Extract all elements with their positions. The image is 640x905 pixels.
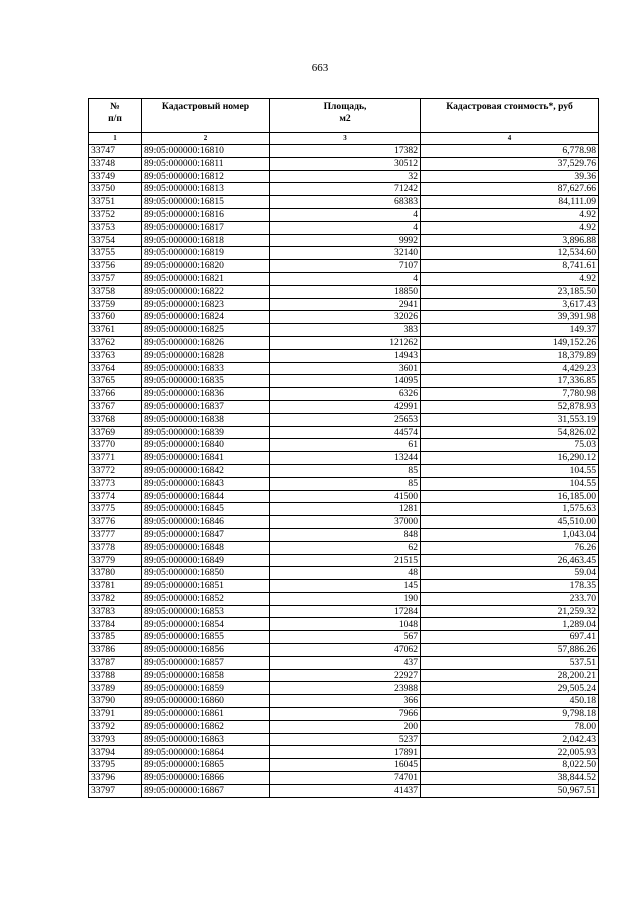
area-cell: 3601 <box>270 362 421 375</box>
row-index-cell: 33756 <box>89 260 142 273</box>
table-row <box>89 605 599 618</box>
cadastral-number-cell: 89:05:000000:16864 <box>142 746 270 759</box>
table-body <box>89 145 599 798</box>
row-index-cell: 33759 <box>89 298 142 311</box>
area-cell: 7966 <box>270 708 421 721</box>
cadastral-number-cell: 89:05:000000:16863 <box>142 733 270 746</box>
area-cell: 2941 <box>270 298 421 311</box>
cadastral-value-cell: 17,336.85 <box>421 375 599 388</box>
area-cell: 25653 <box>270 413 421 426</box>
row-index-cell: 33797 <box>89 784 142 797</box>
cadastral-value-cell: 75.03 <box>421 439 599 452</box>
area-cell: 47062 <box>270 644 421 657</box>
cadastral-number-cell: 89:05:000000:16849 <box>142 554 270 567</box>
table-row <box>89 656 599 669</box>
table-row <box>89 746 599 759</box>
cadastral-value-cell: 28,200.21 <box>421 669 599 682</box>
table-row <box>89 298 599 311</box>
cadastral-number-cell: 89:05:000000:16860 <box>142 695 270 708</box>
cadastral-value-cell: 104.55 <box>421 464 599 477</box>
row-index-cell: 33771 <box>89 452 142 465</box>
row-index-cell: 33779 <box>89 554 142 567</box>
table-row <box>89 157 599 170</box>
row-index-cell: 33775 <box>89 503 142 516</box>
cadastral-value-cell: 3,617.43 <box>421 298 599 311</box>
cadastral-number-cell: 89:05:000000:16837 <box>142 400 270 413</box>
area-cell: 14095 <box>270 375 421 388</box>
table-row <box>89 772 599 785</box>
area-cell: 71242 <box>270 183 421 196</box>
area-cell: 74701 <box>270 772 421 785</box>
table-row <box>89 183 599 196</box>
cadastral-value-cell: 1,575.63 <box>421 503 599 516</box>
row-index-cell: 33758 <box>89 285 142 298</box>
cadastral-number-cell: 89:05:000000:16812 <box>142 170 270 183</box>
table-row <box>89 375 599 388</box>
cadastral-value-cell: 39,391.98 <box>421 311 599 324</box>
column-number-row <box>89 133 599 145</box>
cadastral-value-cell: 52,878.93 <box>421 400 599 413</box>
table-row <box>89 567 599 580</box>
row-index-cell: 33785 <box>89 631 142 644</box>
cadastral-number-cell: 89:05:000000:16818 <box>142 234 270 247</box>
area-cell: 4 <box>270 208 421 221</box>
column-number: 3 <box>270 133 421 145</box>
row-index-cell: 33794 <box>89 746 142 759</box>
cadastral-value-cell: 1,043.04 <box>421 528 599 541</box>
area-cell: 37000 <box>270 516 421 529</box>
area-cell: 848 <box>270 528 421 541</box>
row-index-cell: 33753 <box>89 221 142 234</box>
cadastral-number-cell: 89:05:000000:16851 <box>142 580 270 593</box>
row-index-cell: 33749 <box>89 170 142 183</box>
row-index-cell: 33769 <box>89 426 142 439</box>
cadastral-number-cell: 89:05:000000:16843 <box>142 477 270 490</box>
header-area: Площадь, м2 <box>270 99 421 133</box>
row-index-cell: 33773 <box>89 477 142 490</box>
row-index-cell: 33796 <box>89 772 142 785</box>
area-cell: 1048 <box>270 618 421 631</box>
cadastral-value-cell: 57,886.26 <box>421 644 599 657</box>
cadastral-number-cell: 89:05:000000:16847 <box>142 528 270 541</box>
row-index-cell: 33786 <box>89 644 142 657</box>
cadastral-number-cell: 89:05:000000:16862 <box>142 720 270 733</box>
row-index-cell: 33792 <box>89 720 142 733</box>
table-row <box>89 400 599 413</box>
row-index-cell: 33778 <box>89 541 142 554</box>
area-cell: 42991 <box>270 400 421 413</box>
cadastral-number-cell: 89:05:000000:16828 <box>142 349 270 362</box>
cadastral-value-cell: 149,152.26 <box>421 336 599 349</box>
area-cell: 18850 <box>270 285 421 298</box>
row-index-cell: 33760 <box>89 311 142 324</box>
cadastral-value-cell: 7,780.98 <box>421 388 599 401</box>
row-index-cell: 33784 <box>89 618 142 631</box>
cadastral-value-cell: 149.37 <box>421 324 599 337</box>
cadastral-value-cell: 2,042.43 <box>421 733 599 746</box>
area-cell: 567 <box>270 631 421 644</box>
cadastral-number-cell: 89:05:000000:16858 <box>142 669 270 682</box>
table-row <box>89 221 599 234</box>
table-row <box>89 452 599 465</box>
column-number: 1 <box>89 133 142 145</box>
cadastral-number-cell: 89:05:000000:16821 <box>142 272 270 285</box>
cadastral-number-cell: 89:05:000000:16839 <box>142 426 270 439</box>
cadastral-number-cell: 89:05:000000:16856 <box>142 644 270 657</box>
row-index-cell: 33780 <box>89 567 142 580</box>
row-index-cell: 33783 <box>89 605 142 618</box>
cadastral-number-cell: 89:05:000000:16857 <box>142 656 270 669</box>
row-index-cell: 33768 <box>89 413 142 426</box>
cadastral-value-cell: 4,429.23 <box>421 362 599 375</box>
row-index-cell: 33763 <box>89 349 142 362</box>
column-number: 4 <box>421 133 599 145</box>
area-cell: 5237 <box>270 733 421 746</box>
table-row <box>89 272 599 285</box>
cadastral-number-cell: 89:05:000000:16823 <box>142 298 270 311</box>
area-cell: 437 <box>270 656 421 669</box>
cadastral-value-cell: 16,185.00 <box>421 490 599 503</box>
area-cell: 190 <box>270 592 421 605</box>
area-cell: 68383 <box>270 196 421 209</box>
cadastral-number-cell: 89:05:000000:16819 <box>142 247 270 260</box>
cadastral-number-cell: 89:05:000000:16852 <box>142 592 270 605</box>
cadastral-number-cell: 89:05:000000:16822 <box>142 285 270 298</box>
cadastral-value-cell: 78.00 <box>421 720 599 733</box>
cadastral-number-cell: 89:05:000000:16848 <box>142 541 270 554</box>
table-row <box>89 349 599 362</box>
table-row <box>89 618 599 631</box>
area-cell: 13244 <box>270 452 421 465</box>
cadastral-number-cell: 89:05:000000:16816 <box>142 208 270 221</box>
table-row <box>89 324 599 337</box>
table-row <box>89 311 599 324</box>
table-row <box>89 196 599 209</box>
area-cell: 4 <box>270 272 421 285</box>
table-row <box>89 464 599 477</box>
cadastral-number-cell: 89:05:000000:16836 <box>142 388 270 401</box>
cadastral-value-cell: 8,022.50 <box>421 759 599 772</box>
area-cell: 85 <box>270 464 421 477</box>
cadastral-number-cell: 89:05:000000:16817 <box>142 221 270 234</box>
cadastral-value-cell: 31,553.19 <box>421 413 599 426</box>
table-row <box>89 260 599 273</box>
table-row <box>89 759 599 772</box>
area-cell: 121262 <box>270 336 421 349</box>
row-index-cell: 33777 <box>89 528 142 541</box>
cadastral-value-cell: 6,778.98 <box>421 145 599 158</box>
cadastral-value-cell: 233.70 <box>421 592 599 605</box>
area-cell: 23988 <box>270 682 421 695</box>
row-index-cell: 33791 <box>89 708 142 721</box>
cadastral-value-cell: 37,529.76 <box>421 157 599 170</box>
cadastral-value-cell: 23,185.50 <box>421 285 599 298</box>
cadastral-value-cell: 45,510.00 <box>421 516 599 529</box>
cadastral-value-cell: 4.92 <box>421 221 599 234</box>
row-index-cell: 33750 <box>89 183 142 196</box>
row-index-cell: 33772 <box>89 464 142 477</box>
row-index-cell: 33793 <box>89 733 142 746</box>
cadastral-number-cell: 89:05:000000:16842 <box>142 464 270 477</box>
cadastral-value-cell: 50,967.51 <box>421 784 599 797</box>
cadastral-number-cell: 89:05:000000:16813 <box>142 183 270 196</box>
table-row <box>89 516 599 529</box>
table-row <box>89 554 599 567</box>
row-index-cell: 33762 <box>89 336 142 349</box>
cadastral-value-cell: 178.35 <box>421 580 599 593</box>
row-index-cell: 33754 <box>89 234 142 247</box>
area-cell: 17891 <box>270 746 421 759</box>
row-index-cell: 33757 <box>89 272 142 285</box>
row-index-cell: 33752 <box>89 208 142 221</box>
cadastral-value-cell: 22,005.93 <box>421 746 599 759</box>
table-row <box>89 362 599 375</box>
area-cell: 48 <box>270 567 421 580</box>
cadastral-value-cell: 4.92 <box>421 208 599 221</box>
area-cell: 30512 <box>270 157 421 170</box>
area-cell: 17284 <box>270 605 421 618</box>
cadastral-value-cell: 12,534.60 <box>421 247 599 260</box>
cadastral-value-cell: 87,627.66 <box>421 183 599 196</box>
cadastral-number-cell: 89:05:000000:16844 <box>142 490 270 503</box>
cadastral-value-cell: 537.51 <box>421 656 599 669</box>
row-index-cell: 33782 <box>89 592 142 605</box>
cadastral-value-cell: 3,896.88 <box>421 234 599 247</box>
cadastral-number-cell: 89:05:000000:16835 <box>142 375 270 388</box>
row-index-cell: 33795 <box>89 759 142 772</box>
cadastral-number-cell: 89:05:000000:16867 <box>142 784 270 797</box>
row-index-cell: 33770 <box>89 439 142 452</box>
cadastral-value-cell: 21,259.32 <box>421 605 599 618</box>
area-cell: 32140 <box>270 247 421 260</box>
cadastral-number-cell: 89:05:000000:16825 <box>142 324 270 337</box>
cadastral-number-cell: 89:05:000000:16854 <box>142 618 270 631</box>
table-row <box>89 234 599 247</box>
row-index-cell: 33751 <box>89 196 142 209</box>
cadastral-value-cell: 4.92 <box>421 272 599 285</box>
cadastral-value-cell: 39.36 <box>421 170 599 183</box>
cadastral-number-cell: 89:05:000000:16861 <box>142 708 270 721</box>
cadastral-value-cell: 38,844.52 <box>421 772 599 785</box>
row-index-cell: 33766 <box>89 388 142 401</box>
row-index-cell: 33747 <box>89 145 142 158</box>
row-index-cell: 33767 <box>89 400 142 413</box>
table-row <box>89 592 599 605</box>
page-number: 663 <box>311 62 329 74</box>
row-index-cell: 33761 <box>89 324 142 337</box>
area-cell: 17382 <box>270 145 421 158</box>
row-index-cell: 33789 <box>89 682 142 695</box>
table-row <box>89 145 599 158</box>
area-cell: 366 <box>270 695 421 708</box>
area-cell: 44574 <box>270 426 421 439</box>
row-index-cell: 33764 <box>89 362 142 375</box>
table-row <box>89 503 599 516</box>
cadastral-number-cell: 89:05:000000:16841 <box>142 452 270 465</box>
table-row <box>89 477 599 490</box>
cadastral-number-cell: 89:05:000000:16846 <box>142 516 270 529</box>
cadastral-value-cell: 9,798.18 <box>421 708 599 721</box>
table-row <box>89 490 599 503</box>
row-index-cell: 33765 <box>89 375 142 388</box>
area-cell: 41437 <box>270 784 421 797</box>
row-index-cell: 33781 <box>89 580 142 593</box>
cadastral-number-cell: 89:05:000000:16850 <box>142 567 270 580</box>
table-row <box>89 285 599 298</box>
header-cadastral-number: Кадастровый номер <box>142 99 270 133</box>
area-cell: 85 <box>270 477 421 490</box>
table-row <box>89 426 599 439</box>
cadastral-value-cell: 29,505.24 <box>421 682 599 695</box>
row-index-cell: 33774 <box>89 490 142 503</box>
cadastral-number-cell: 89:05:000000:16840 <box>142 439 270 452</box>
table-row <box>89 336 599 349</box>
row-index-cell: 33755 <box>89 247 142 260</box>
area-cell: 41500 <box>270 490 421 503</box>
table-row <box>89 388 599 401</box>
cadastral-value-cell: 26,463.45 <box>421 554 599 567</box>
table-row <box>89 644 599 657</box>
area-cell: 9992 <box>270 234 421 247</box>
row-index-cell: 33790 <box>89 695 142 708</box>
cadastral-number-cell: 89:05:000000:16826 <box>142 336 270 349</box>
cadastral-number-cell: 89:05:000000:16815 <box>142 196 270 209</box>
table-row <box>89 720 599 733</box>
area-cell: 22927 <box>270 669 421 682</box>
cadastral-value-cell: 76.26 <box>421 541 599 554</box>
row-index-cell: 33788 <box>89 669 142 682</box>
table-row <box>89 784 599 797</box>
cadastral-table <box>88 98 599 798</box>
cadastral-value-cell: 54,826.02 <box>421 426 599 439</box>
area-cell: 145 <box>270 580 421 593</box>
row-index-cell: 33776 <box>89 516 142 529</box>
area-cell: 14943 <box>270 349 421 362</box>
table-header-row <box>89 99 599 133</box>
cadastral-number-cell: 89:05:000000:16859 <box>142 682 270 695</box>
table-row <box>89 247 599 260</box>
table-row <box>89 695 599 708</box>
table-row <box>89 413 599 426</box>
cadastral-number-cell: 89:05:000000:16855 <box>142 631 270 644</box>
cadastral-number-cell: 89:05:000000:16853 <box>142 605 270 618</box>
table-row <box>89 682 599 695</box>
cadastral-number-cell: 89:05:000000:16810 <box>142 145 270 158</box>
cadastral-number-cell: 89:05:000000:16838 <box>142 413 270 426</box>
area-cell: 4 <box>270 221 421 234</box>
cadastral-value-cell: 1,289.04 <box>421 618 599 631</box>
area-cell: 7107 <box>270 260 421 273</box>
table-row <box>89 439 599 452</box>
area-cell: 61 <box>270 439 421 452</box>
table-row <box>89 170 599 183</box>
area-cell: 16045 <box>270 759 421 772</box>
cadastral-value-cell: 59.04 <box>421 567 599 580</box>
cadastral-value-cell: 697.41 <box>421 631 599 644</box>
cadastral-number-cell: 89:05:000000:16866 <box>142 772 270 785</box>
cadastral-value-cell: 16,290.12 <box>421 452 599 465</box>
area-cell: 32 <box>270 170 421 183</box>
area-cell: 6326 <box>270 388 421 401</box>
row-index-cell: 33787 <box>89 656 142 669</box>
area-cell: 1281 <box>270 503 421 516</box>
table-row <box>89 541 599 554</box>
table-row <box>89 208 599 221</box>
cadastral-value-cell: 84,111.09 <box>421 196 599 209</box>
area-cell: 21515 <box>270 554 421 567</box>
area-cell: 32026 <box>270 311 421 324</box>
cadastral-number-cell: 89:05:000000:16833 <box>142 362 270 375</box>
header-index: № п/п <box>89 99 142 133</box>
cadastral-number-cell: 89:05:000000:16865 <box>142 759 270 772</box>
table-row <box>89 733 599 746</box>
column-number: 2 <box>142 133 270 145</box>
cadastral-value-cell: 450.18 <box>421 695 599 708</box>
area-cell: 383 <box>270 324 421 337</box>
table-row <box>89 708 599 721</box>
row-index-cell: 33748 <box>89 157 142 170</box>
cadastral-number-cell: 89:05:000000:16824 <box>142 311 270 324</box>
table-row <box>89 669 599 682</box>
area-cell: 200 <box>270 720 421 733</box>
table-row <box>89 631 599 644</box>
cadastral-number-cell: 89:05:000000:16845 <box>142 503 270 516</box>
table-row <box>89 580 599 593</box>
cadastral-number-cell: 89:05:000000:16811 <box>142 157 270 170</box>
cadastral-value-cell: 104.55 <box>421 477 599 490</box>
cadastral-value-cell: 8,741.61 <box>421 260 599 273</box>
table-row <box>89 528 599 541</box>
cadastral-number-cell: 89:05:000000:16820 <box>142 260 270 273</box>
header-cadastral-value: Кадастровая стоимость*, руб <box>421 99 599 133</box>
cadastral-value-cell: 18,379.89 <box>421 349 599 362</box>
area-cell: 62 <box>270 541 421 554</box>
